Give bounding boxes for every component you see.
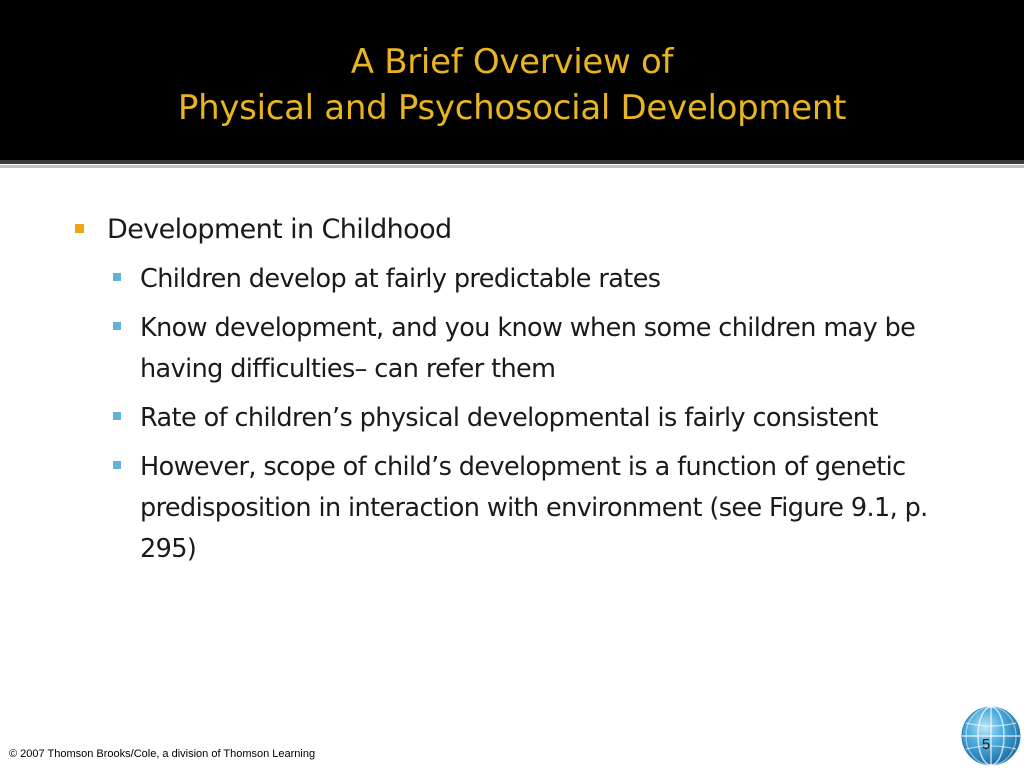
sub-bullet-text: However, scope of child’s development is a function of genetic predisposition in interaction with environment (see Figure 9.1, p. 295) [140,452,928,564]
square-bullet-icon [113,322,121,330]
sub-bullet-text: Rate of children’s physical developmental is fairly consistent [140,403,878,433]
bullet-item [72,209,952,251]
page-number: 5 [981,736,991,753]
square-bullet-icon [75,224,84,233]
square-bullet-icon [113,273,121,281]
sub-bullet-text: Children develop at fairly predictable rates [140,264,661,294]
copyright-footer: © 2007 Thomson Brooks/Cole, a division of Thomson Learning [9,748,316,760]
title-line-2: Physical and Psychosocial Development [177,88,847,128]
sub-bullet-item [140,308,952,390]
sub-bullet-item [140,447,952,570]
sub-bullet-item [140,259,952,300]
slide-title [0,39,1024,131]
sub-bullet-item [140,398,952,439]
title-line-1: A Brief Overview of [350,42,674,82]
header-divider-light [0,165,1024,168]
bullet-text: Development in Childhood [107,214,452,245]
square-bullet-icon [113,461,121,469]
slide-body [72,209,952,570]
sub-bullet-text: Know development, and you know when some children may be having difficulties– can refer them [140,313,916,384]
slide-header [0,0,1024,160]
header-divider [0,160,1024,164]
square-bullet-icon [113,412,121,420]
